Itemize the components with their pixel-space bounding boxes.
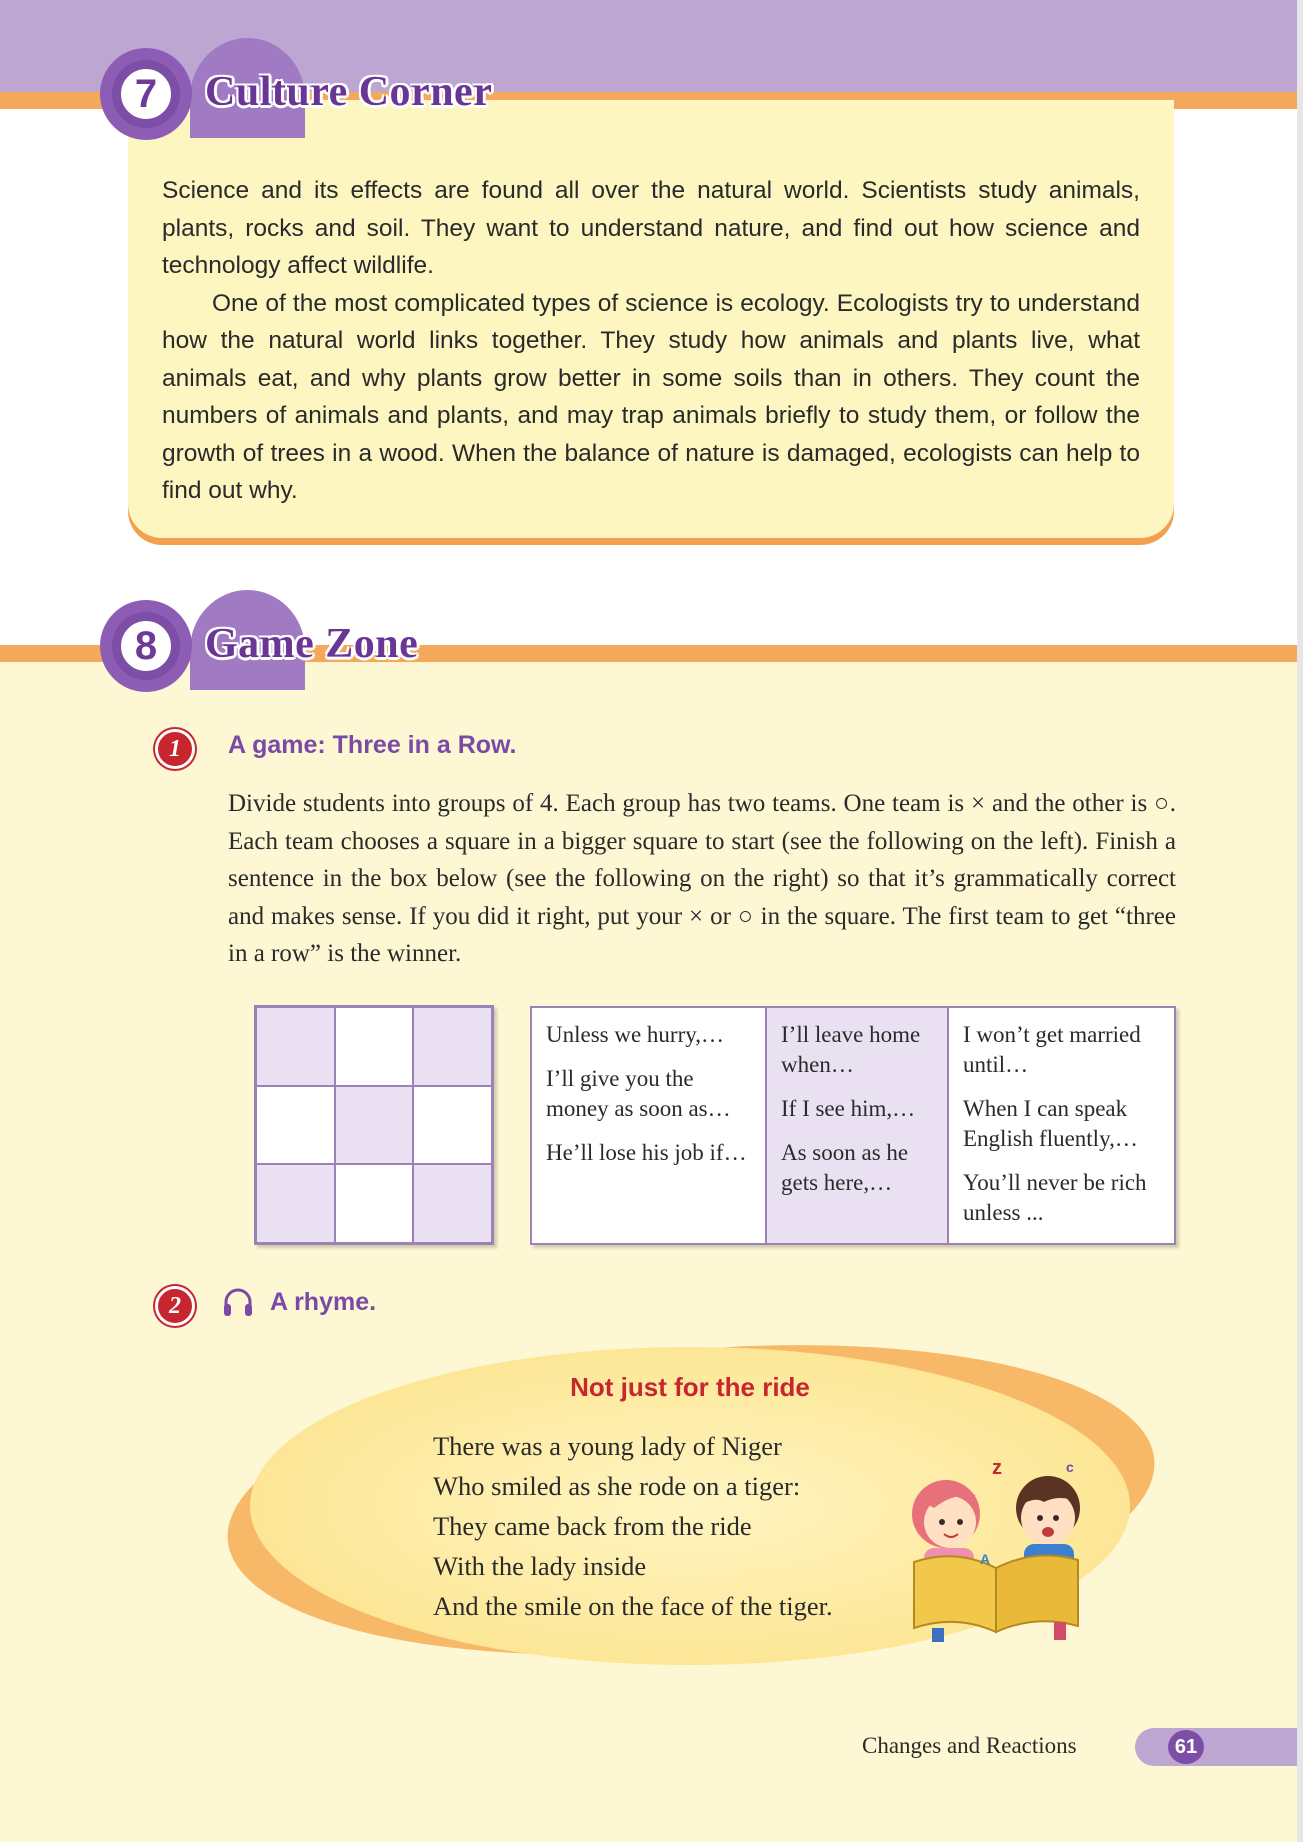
- sentence-column: [949, 1008, 1174, 1243]
- svg-text:c: c: [1066, 1459, 1074, 1475]
- sentence-starter: If I see him,…: [781, 1096, 916, 1121]
- poem: [433, 1426, 833, 1626]
- grid-square[interactable]: [335, 1086, 414, 1165]
- sentence-starter: He’ll lose his job if…: [546, 1140, 747, 1165]
- svg-text:A: A: [980, 1551, 991, 1567]
- sentence-starter: I’ll leave home when…: [781, 1022, 921, 1077]
- activity-number-badge: 1: [155, 729, 195, 769]
- unit-title: Changes and Reactions: [862, 1733, 1077, 1758]
- activity-instructions: Divide students into groups of 4. Each group has two teams. One team is × and the other is ○. Each team chooses a square in a bigger square to start (see the following on the left). Finish a sentence in the box below (see the following on the right) so that it’s grammatically correct and makes sense. If you did it right, put your × or ○ in the square. The first team to get “three in a row” is the winner.: [228, 790, 1176, 967]
- grid-square[interactable]: [413, 1086, 492, 1165]
- poem-line: They came back from the ride: [433, 1511, 752, 1541]
- sentence-starter: Unless we hurry,…: [546, 1022, 725, 1047]
- sentence-starter: When I can speak English fluently,…: [963, 1096, 1138, 1151]
- activity-number-badge: 2: [155, 1286, 195, 1326]
- page-number-tab: [1135, 1728, 1303, 1766]
- grid-square[interactable]: [335, 1164, 414, 1243]
- section-number: 7: [112, 60, 180, 128]
- grid-square[interactable]: [413, 1164, 492, 1243]
- poem-line: There was a young lady of Niger: [433, 1431, 782, 1461]
- activity-title: A game: Three in a Row.: [228, 731, 517, 759]
- grid-square[interactable]: [256, 1164, 335, 1243]
- page-edge: [1297, 0, 1303, 1842]
- sentence-starter: I’ll give you the money as soon as…: [546, 1066, 731, 1121]
- grid-square[interactable]: [256, 1007, 335, 1086]
- three-in-a-row-grid: [254, 1005, 494, 1245]
- poem-title: Not just for the ride: [570, 1372, 810, 1402]
- section-title: Culture Corner: [205, 69, 493, 115]
- svg-text:z: z: [992, 1457, 1002, 1479]
- sentence-starters-table: [530, 1006, 1176, 1245]
- sentence-column: [532, 1008, 767, 1243]
- activity-title: A rhyme.: [270, 1288, 377, 1316]
- sentence-starter: I won’t get married until…: [963, 1022, 1141, 1077]
- kids-reading-illustration: [884, 1452, 1114, 1642]
- sentence-column: [767, 1008, 949, 1243]
- page-number: 61: [1168, 1730, 1204, 1764]
- poem-line: With the lady inside: [433, 1551, 647, 1581]
- section-number: 8: [112, 612, 180, 680]
- sentence-starter: As soon as he gets here,…: [781, 1140, 909, 1195]
- grid-square[interactable]: [256, 1086, 335, 1165]
- grid-square[interactable]: [335, 1007, 414, 1086]
- poem-line: Who smiled as she rode on a tiger:: [433, 1471, 801, 1501]
- culture-corner-text: [162, 172, 1140, 510]
- paragraph: One of the most complicated types of science is ecology. Ecologists try to understand how the natural world links together. They study how animals and plants live, what animals eat, and why plants grow better in some soils than in others. They count the numbers of animals and plants, and may trap animals briefly to study them, or follow the growth of trees in a wood. When the balance of nature is damaged, ecologists can help to find out why.: [162, 289, 1140, 504]
- grid-square[interactable]: [413, 1007, 492, 1086]
- sentence-starter: You’ll never be rich unless ...: [963, 1170, 1147, 1225]
- poem-line: And the smile on the face of the tiger.: [433, 1591, 833, 1621]
- paragraph: Science and its effects are found all over the natural world. Scientists study animals, plants, rocks and soil. They want to understand nature, and find out how science and technology affect wildlife.: [162, 177, 1140, 279]
- headphones-icon[interactable]: [221, 1285, 255, 1319]
- section-title: Game Zone: [205, 621, 419, 667]
